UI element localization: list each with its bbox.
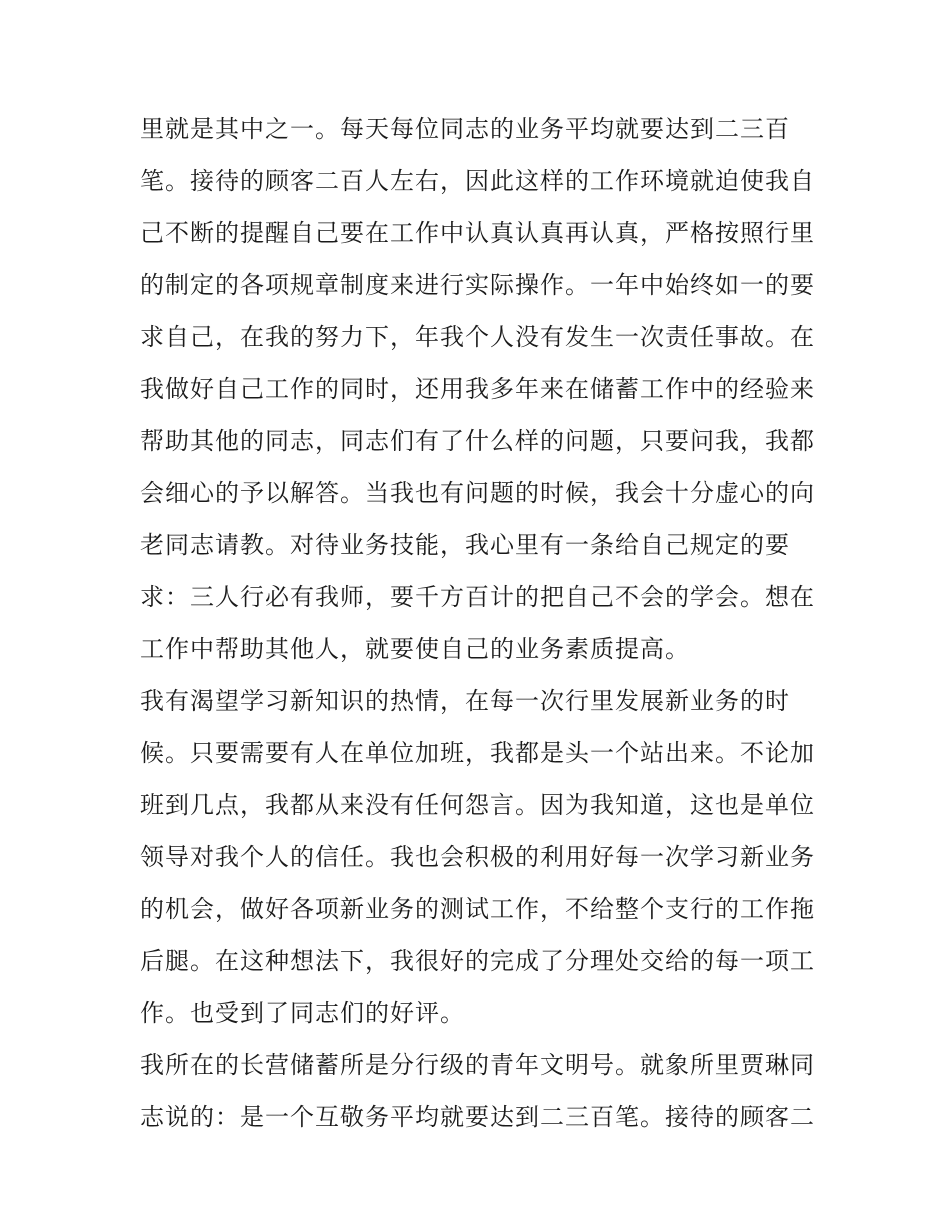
text-line: 领导对我个人的信任。我也会积极的利用好每一次学习新业务 (140, 843, 815, 871)
text-line: 的制定的各项规章制度来进行实际操作。一年中始终如一的要 (140, 271, 815, 299)
text-line: 后腿。在这种想法下，我很好的完成了分理处交给的每一项工 (140, 947, 815, 975)
text-line: 求自己，在我的努力下，年我个人没有发生一次责任事故。在 (140, 323, 815, 351)
text-line: 会细心的予以解答。当我也有问题的时候，我会十分虚心的向 (140, 479, 815, 507)
text-line: 老同志请教。对待业务技能，我心里有一条给自己规定的要 (140, 531, 790, 559)
text-line: 我做好自己工作的同时，还用我多年来在储蓄工作中的经验来 (140, 375, 815, 403)
text-line: 我有渴望学习新知识的热情，在每一次行里发展新业务的时 (140, 687, 790, 715)
text-line: 作。也受到了同志们的好评。 (140, 999, 465, 1027)
text-line: 帮助其他的同志，同志们有了什么样的问题，只要问我，我都 (140, 427, 815, 455)
text-line: 我所在的长营储蓄所是分行级的青年文明号。就象所里贾琳同 (140, 1051, 815, 1079)
text-line: 工作中帮助其他人，就要使自己的业务素质提高。 (140, 635, 690, 663)
text-line: 求：三人行必有我师，要千方百计的把自己不会的学会。想在 (140, 583, 815, 611)
text-line: 里就是其中之一。每天每位同志的业务平均就要达到二三百 (140, 115, 790, 143)
text-line: 志说的：是一个互敬务平均就要达到二三百笔。接待的顾客二 (140, 1103, 815, 1131)
text-line: 候。只要需要有人在单位加班，我都是头一个站出来。不论加 (140, 739, 815, 767)
text-line: 己不断的提醒自己要在工作中认真认真再认真，严格按照行里 (140, 219, 815, 247)
text-line: 的机会，做好各项新业务的测试工作，不给整个支行的工作拖 (140, 895, 815, 923)
text-line: 班到几点，我都从来没有任何怨言。因为我知道，这也是单位 (140, 791, 815, 819)
text-line: 笔。接待的顾客二百人左右，因此这样的工作环境就迫使我自 (140, 167, 815, 195)
